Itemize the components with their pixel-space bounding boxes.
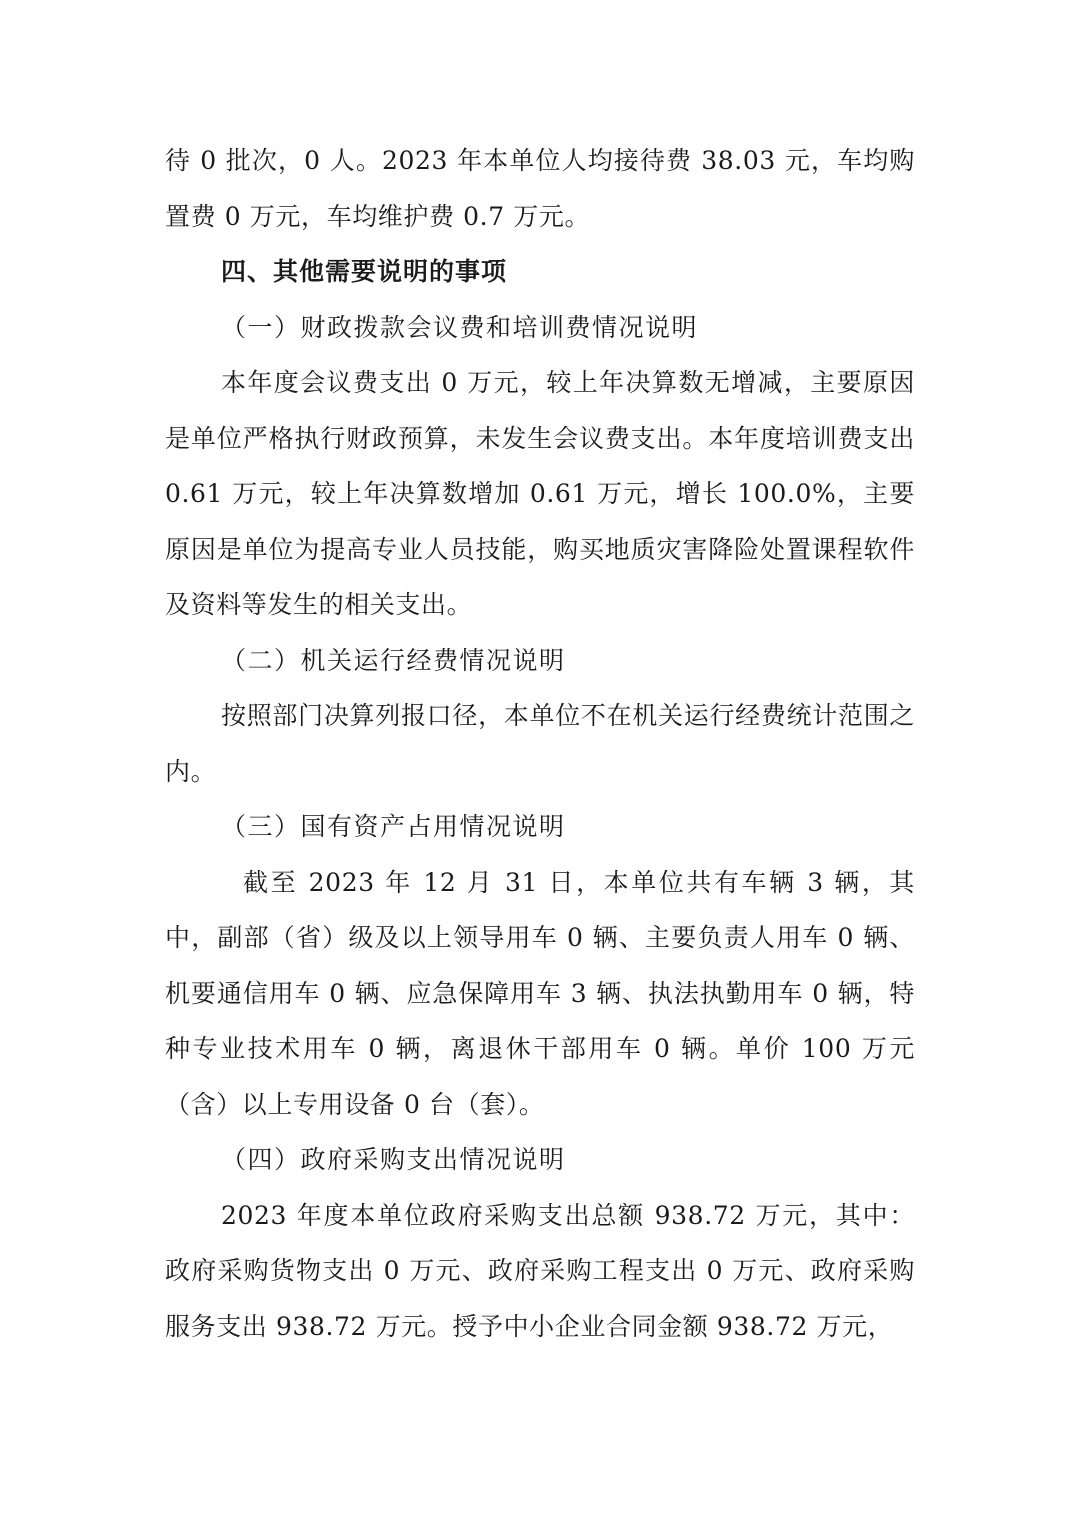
paragraph-meeting-training: 本年度会议费支出 0 万元，较上年决算数无增减，主要原因是单位严格执行财政预算，未发生会议费支出。本年度培训费支出 0.61 万元，较上年决算数增加 0.61 万元，增长 100.0%，主要原因是单位为提高专业人员技能，购买地质灾害降险处置课程软件及资料等发生的相关支出。	[165, 368, 915, 619]
subheading-state-assets: （三）国有资产占用情况说明	[221, 812, 566, 841]
paragraph-government-procurement: 2023 年度本单位政府采购支出总额 938.72 万元，其中：政府采购货物支出 0 万元、政府采购工程支出 0 万元、政府采购服务支出 938.72 万元。授予中小企业合同金额 938.72 万元，	[165, 1200, 915, 1341]
section-heading-other-matters: 四、其他需要说明的事项	[221, 257, 508, 286]
paragraph-state-assets: 截至 2023 年 12 月 31 日，本单位共有车辆 3 辆，其中，副部（省）级及以上领导用车 0 辆、主要负责人用车 0 辆、机要通信用车 0 辆、应急保障用车 3 辆、执法执勤用车 0 辆，特种专业技术用车 0 辆，离退休干部用车 0 辆。单价 100 万元（含）以上专用设备 0 台（套）。	[165, 867, 915, 1119]
subheading-meeting-training: （一）财政拨款会议费和培训费情况说明	[221, 312, 699, 342]
subheading-government-procurement: （四）政府采购支出情况说明	[221, 1145, 566, 1174]
subheading-operating-expenses: （二）机关运行经费情况说明	[221, 645, 566, 675]
paragraph-reception-costs: 待 0 批次，0 人。2023 年本单位人均接待费 38.03 元，车均购置费 0 万元，车均维护费 0.7 万元。	[165, 146, 915, 231]
paragraph-operating-expenses: 按照部门决算列报口径，本单位不在机关运行经费统计范围之内。	[165, 701, 915, 786]
document-body	[165, 133, 915, 1354]
